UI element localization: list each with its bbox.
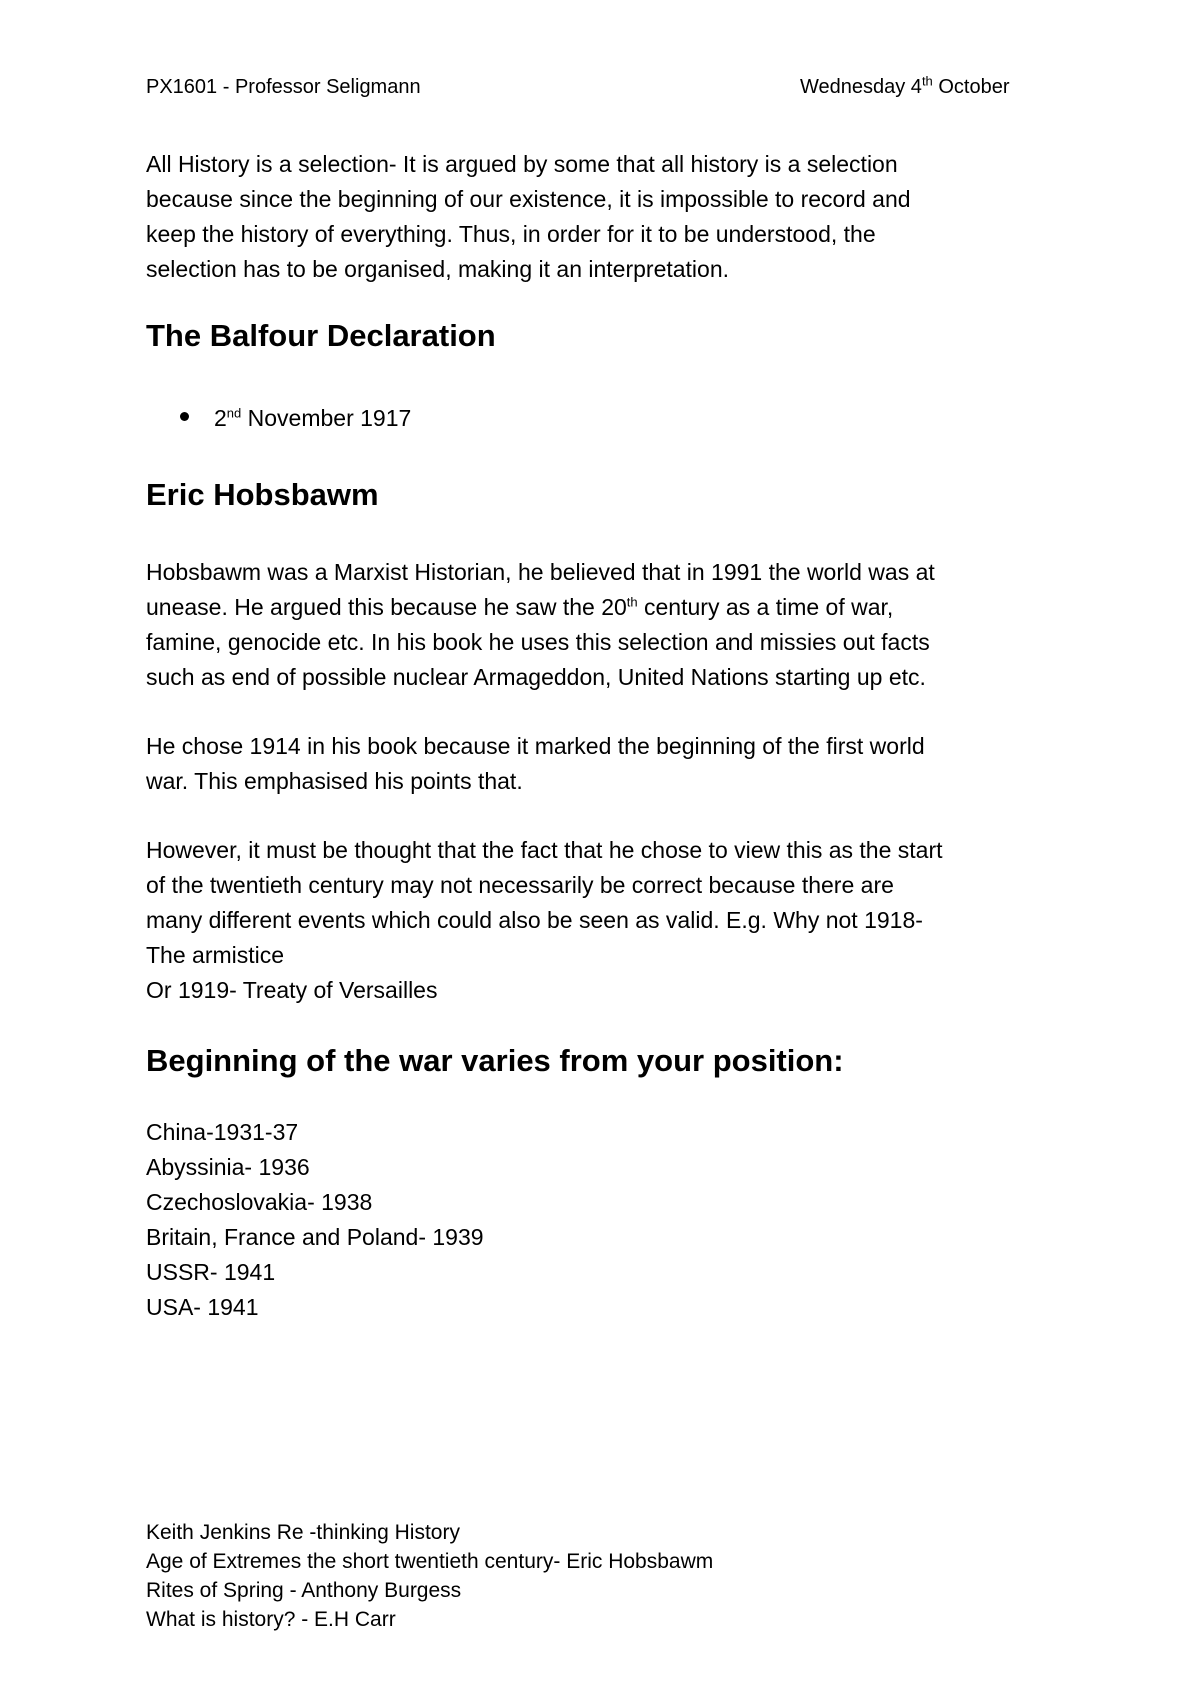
paragraph-line: The armistice	[146, 942, 285, 968]
list-item: Abyssinia- 1936	[146, 1154, 310, 1180]
reference-item: Age of Extremes the short twentieth century- Eric Hobsbawm	[146, 1550, 714, 1573]
header-date-suffix: October	[932, 76, 1010, 98]
reference-item: Keith Jenkins Re -thinking History	[146, 1521, 460, 1544]
header-date-prefix: Wednesday 4	[800, 76, 922, 98]
bullet-date-prefix: 2	[214, 405, 227, 431]
paragraph-line: Hobsbawm was a Marxist Historian, he believed that in 1991 the world was at	[146, 559, 935, 585]
hobsbawm-paragraph-1	[146, 555, 1096, 695]
paragraph-line: many different events which could also be seen as valid. E.g. Why not 1918-	[146, 907, 923, 933]
paragraph-line: war. This emphasised his points that.	[146, 768, 523, 794]
paragraph-line: such as end of possible nuclear Armageddon, United Nations starting up etc.	[146, 664, 926, 690]
bullet-icon	[180, 412, 189, 421]
heading-war-beginning: Beginning of the war varies from your position:	[146, 1043, 844, 1078]
intro-line: because since the beginning of our existence, it is impossible to record and	[146, 186, 911, 212]
intro-line: All History is a selection- It is argued by some that all history is a selection	[146, 151, 898, 177]
paragraph-line: He chose 1914 in his book because it marked the beginning of the first world	[146, 733, 925, 759]
bullet-date-suffix: November 1917	[241, 405, 412, 431]
heading-balfour: The Balfour Declaration	[146, 318, 496, 353]
line-prefix: unease. He argued this because he saw the 20	[146, 594, 627, 620]
list-item: USA- 1941	[146, 1294, 259, 1320]
reference-item: Rites of Spring - Anthony Burgess	[146, 1579, 462, 1602]
war-beginning-list	[146, 1115, 1096, 1325]
paragraph-line: However, it must be thought that the fact that he chose to view this as the start	[146, 837, 943, 863]
list-item: Czechoslovakia- 1938	[146, 1189, 373, 1215]
line-suffix: century as a time of war,	[637, 594, 894, 620]
header-course: PX1601 - Professor Seligmann	[146, 76, 421, 98]
intro-paragraph	[146, 147, 1096, 287]
hobsbawm-paragraph-3	[146, 833, 1096, 1008]
hobsbawm-paragraph-2	[146, 729, 1096, 799]
line-sup: th	[626, 594, 638, 610]
intro-line: keep the history of everything. Thus, in order for it to be understood, the	[146, 221, 876, 247]
references-list	[146, 1518, 713, 1634]
heading-hobsbawm: Eric Hobsbawm	[146, 477, 379, 512]
paragraph-line: Or 1919- Treaty of Versailles	[146, 977, 438, 1003]
list-item: USSR- 1941	[146, 1259, 276, 1285]
paragraph-line: of the twentieth century may not necessarily be correct because there are	[146, 872, 894, 898]
intro-line: selection has to be organised, making it an interpretation.	[146, 256, 730, 282]
reference-item: What is history? - E.H Carr	[146, 1608, 396, 1631]
header-date	[800, 73, 1010, 99]
header-date-sup: th	[921, 73, 933, 89]
list-item: China-1931-37	[146, 1119, 299, 1145]
paragraph-line	[146, 590, 1096, 625]
bullet-item	[180, 405, 411, 432]
bullet-date-sup: nd	[226, 405, 242, 421]
list-item: Britain, France and Poland- 1939	[146, 1224, 484, 1250]
paragraph-line: famine, genocide etc. In his book he uses this selection and missies out facts	[146, 629, 930, 655]
